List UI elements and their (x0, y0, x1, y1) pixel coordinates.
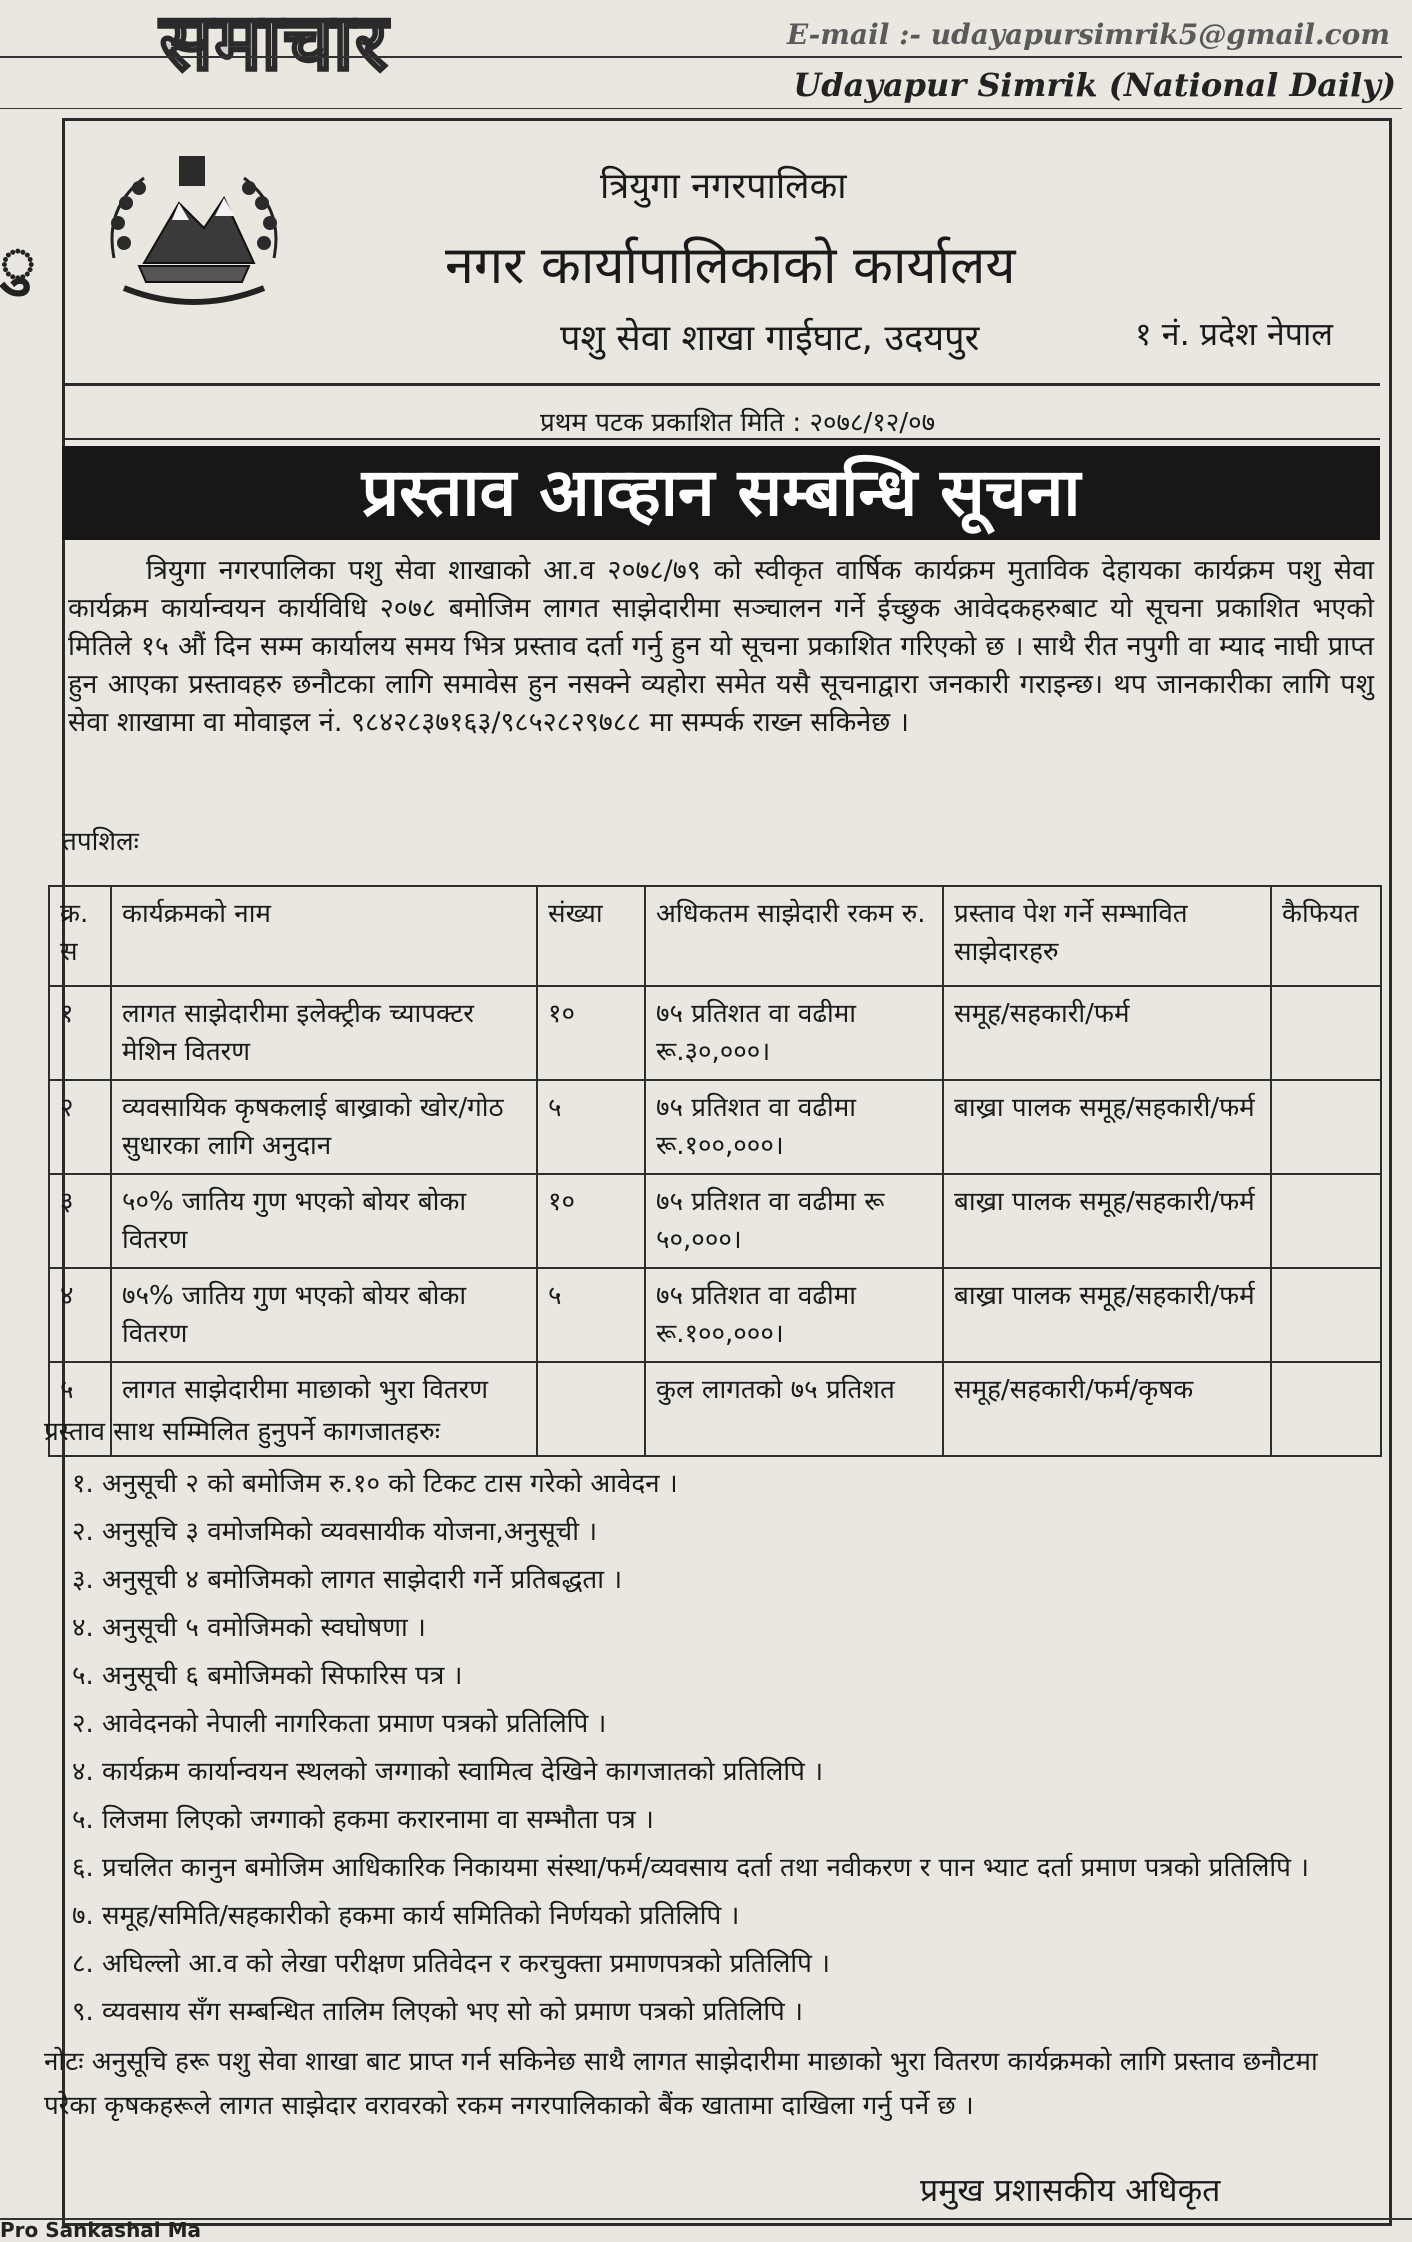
cell-partners: बाख्रा पालक समूह/सहकारी/फर्म (943, 1080, 1271, 1174)
cell-partners: समूह/सहकारी/फर्म (943, 986, 1271, 1080)
cell-partners: समूह/सहकारी/फर्म/कृषक (943, 1362, 1271, 1456)
requirement-item: ९. व्यवसाय सँग सम्बन्धित तालिम लिएको भए सो को प्रमाण पत्रको प्रतिलिपि । (72, 1997, 803, 2027)
header-max-amount: अधिकतम साझेदारी रकम रु. (645, 886, 943, 986)
requirement-item: ५. अनुसूची ६ बमोजिमको सिफारिस पत्र । (72, 1661, 463, 1691)
cell-count: १० (537, 1174, 645, 1268)
cell-amount: ७५ प्रतिशत वा वढीमा रू.१००,०००। (645, 1080, 943, 1174)
requirement-item: १. अनुसूची २ को बमोजिम रु.१० को टिकट टास गरेको आवेदन । (72, 1469, 678, 1499)
cell-sn: १ (49, 986, 111, 1080)
header-rule (62, 383, 1380, 386)
pubdate-rule (62, 438, 1380, 440)
cell-partners: बाख्रा पालक समूह/सहकारी/फर्म (943, 1174, 1271, 1268)
masthead-email: E-mail :- udayapursimrik5@gmail.com (786, 18, 1390, 51)
cell-program-name: ५०% जातिय गुण भएको बोयर बोका वितरण (111, 1174, 537, 1268)
requirement-item: ८. अघिल्लो आ.व को लेखा परीक्षण प्रतिवेदन र करचुक्ता प्रमाणपत्रको प्रतिलिपि । (72, 1949, 830, 1979)
bottom-rule (0, 2218, 1412, 2220)
table-row (49, 1268, 1381, 1362)
cell-count: १० (537, 986, 645, 1080)
header-partners: प्रस्ताव पेश गर्ने सम्भावित साझेदारहरु (943, 886, 1271, 986)
header-count: संख्या (537, 886, 645, 986)
intro-text: त्रियुगा नगरपालिका पशु सेवा शाखाको आ.व २०७८/७९ को स्वीकृत वार्षिक कार्यक्रम मुताविक देहायका कार्यक्रम पशु सेवा कार्यक्रम कार्यान्वयन कार्यविधि २०७८ बमोजिम लागत साझेदारीमा सञ्चालन गर्ने ईच्छुक आवेदकहरुबाट यो सूचना प्रकाशित भएको मितिले १५ औं दिन सम्म कार्यालय समय भित्र प्रस्ताव दर्ता गर्नु हुन यो सूचना प्रकाशित गरिएको छ । साथै रीत नपुगी वा म्याद नाघी प्राप्त हुन आएका प्रस्तावहरु छनौटका लागि समावेस हुन नसक्ने व्यहोरा समेत यसै सूचनाद्वारा जनकारी गराइन्छ। थप जानकारीका लागि पशु सेवा शाखामा वा मोवाइल नं. ९८४२८३७१६३/९८५२८२९७८८ मा सम्पर्क राख्न सकिनेछ । (68, 555, 1374, 738)
cell-count (537, 1362, 645, 1456)
intro-paragraph (68, 552, 1374, 742)
requirement-item: ७. समूह/समिति/सहकारीको हकमा कार्य समितिको निर्णयको प्रतिलिपि । (72, 1901, 740, 1931)
requirement-item: ५. लिजमा लिएको जग्गाको हकमा करारनामा वा सम्भौता पत्र । (72, 1805, 654, 1835)
government-emblem-icon (84, 148, 304, 318)
cell-count: ५ (537, 1080, 645, 1174)
municipality-name: त्रियुगा नगरपालिका (600, 166, 847, 207)
requirement-item: ३. अनुसूची ४ बमोजिमको लागत साझेदारी गर्ने प्रतिबद्धता । (72, 1565, 623, 1595)
cell-program-name: ७५% जातिय गुण भएको बोयर बोका वितरण (111, 1268, 537, 1362)
masthead-rule (0, 56, 1402, 58)
cell-sn: ३ (49, 1174, 111, 1268)
requirement-item: २. आवेदनको नेपाली नागरिकता प्रमाण पत्रको प्रतिलिपि । (72, 1709, 607, 1739)
cell-count: ५ (537, 1268, 645, 1362)
cell-remarks (1271, 1268, 1381, 1362)
cell-sn: ४ (49, 1268, 111, 1362)
requirement-item: २. अनुसूचि ३ वमोजमिको व्यवसायीक योजना,अनुसूची । (72, 1517, 598, 1547)
requirements-heading: प्रस्ताव साथ सम्मिलित हुनुपर्ने कागजातहरुः (44, 1417, 440, 1447)
cell-amount: ७५ प्रतिशत वा वढीमा रू.३०,०००। (645, 986, 943, 1080)
cell-remarks (1271, 1080, 1381, 1174)
cell-program-name: व्यवसायिक कृषकलाई बाख्राको खोर/गोठ सुधारका लागि अनुदान (111, 1080, 537, 1174)
cell-remarks (1271, 986, 1381, 1080)
cell-amount: ७५ प्रतिशत वा वढीमा रू ५०,०००। (645, 1174, 943, 1268)
requirement-item: ६. प्रचलित कानुन बमोजिम आधिकारिक निकायमा संस्था/फर्म/व्यवसाय दर्ता तथा नवीकरण र पान भ्याट दर्ता प्रमाण पत्रको प्रतिलिपि । (72, 1853, 1310, 1883)
province-name: १ नं. प्रदेश नेपाल (1135, 315, 1333, 353)
cell-remarks (1271, 1174, 1381, 1268)
table-row (49, 986, 1381, 1080)
table-row (49, 1080, 1381, 1174)
details-label: तपशिलः (62, 827, 139, 857)
office-name: नगर कार्यापालिकाको कार्यालय (445, 236, 1016, 296)
cell-remarks (1271, 1362, 1381, 1456)
requirement-item: ४. कार्यक्रम कार्यान्वयन स्थलको जग्गाको स्वामित्व देखिने कागजातको प्रतिलिपि । (72, 1757, 824, 1787)
table-row (49, 1174, 1381, 1268)
cell-program-name: लागत साझेदारीमा माछाको भुरा वितरण (111, 1362, 537, 1456)
branch-name: पशु सेवा शाखा गाईघाट, उदयपुर (560, 318, 980, 359)
cell-amount: कुल लागतको ७५ प्रतिशत (645, 1362, 943, 1456)
masthead-paper-name: Udayapur Simrik (National Daily) (793, 66, 1396, 104)
masthead-title: समाचार (160, 0, 390, 88)
cell-sn: ५ (49, 1362, 111, 1456)
header-remarks: कैफियत (1271, 886, 1381, 986)
header-sn: क्र. स (49, 886, 111, 986)
program-table (48, 885, 1382, 1457)
requirement-item: ४. अनुसूची ५ वमोजिमको स्वघोषणा । (72, 1613, 426, 1643)
footer-fragment: Pro Sankashal Ma (0, 2218, 202, 2242)
cell-partners: बाख्रा पालक समूह/सहकारी/फर्म (943, 1268, 1271, 1362)
notice-banner: प्रस्ताव आव्हान सम्बन्धि सूचना (62, 446, 1380, 540)
table-header-row (49, 886, 1381, 986)
margin-glyph: ु (0, 227, 36, 297)
note-paragraph: नोटः अनुसूचि हरू पशु सेवा शाखा बाट प्राप्त गर्न सकिनेछ साथै लागत साझेदारीमा माछाको भुरा वितरण कार्यक्रमको लागि प्रस्ताव छनौटमा परेका कृषकहरूले लागत साझेदार वरावरको रकम नगरपालिकाको बैंक खातामा दाखिला गर्नु पर्ने छ । (44, 2047, 1318, 2121)
header-program-name: कार्यक्रमको नाम (111, 886, 537, 986)
cell-sn: २ (49, 1080, 111, 1174)
masthead-rule-lower (0, 108, 1402, 109)
signature-title: प्रमुख प्रशासकीय अधिकृत (920, 2171, 1221, 2209)
cell-program-name: लागत साझेदारीमा इलेक्ट्रीक च्यापक्टर मेशिन वितरण (111, 986, 537, 1080)
publication-date: प्रथम पटक प्रकाशित मिति : २०७८/१२/०७ (540, 408, 936, 438)
cell-amount: ७५ प्रतिशत वा वढीमा रू.१००,०००। (645, 1268, 943, 1362)
newspaper-masthead (0, 0, 1412, 104)
